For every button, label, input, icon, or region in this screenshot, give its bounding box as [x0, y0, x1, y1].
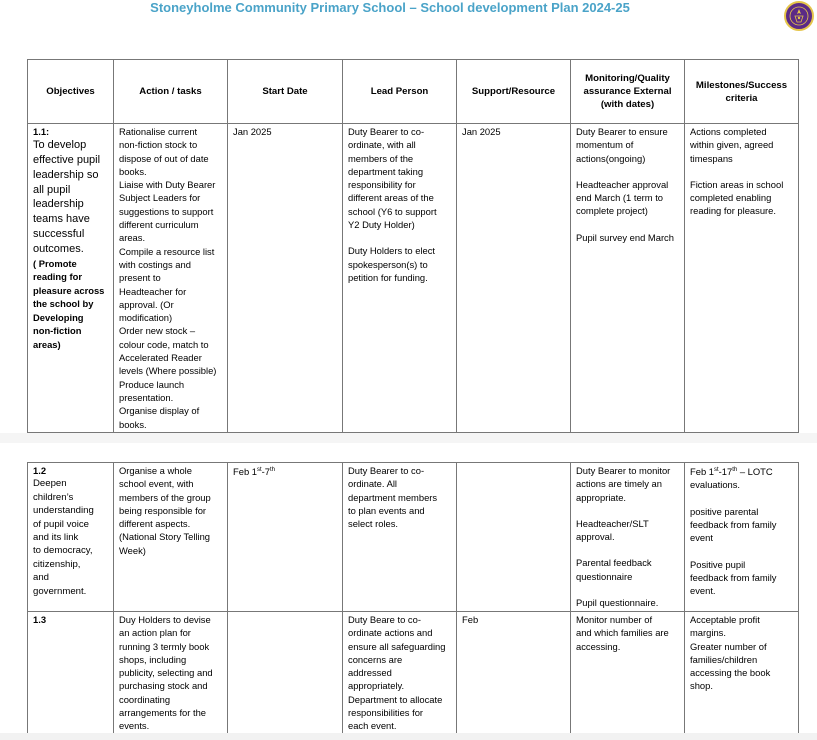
development-plan-table — [27, 59, 799, 433]
start-date-cell: Feb 1st-7th — [228, 463, 343, 612]
header-row — [28, 60, 799, 124]
objective-number: 1.2 — [33, 465, 47, 476]
objective-text: To develop effective pupil leadership so all pupil leadership teams have successful outcomes. — [33, 139, 101, 255]
development-plan-table-continued — [27, 462, 799, 740]
lead-person-cell: Duty Bearer to co- ordinate, with all members of the department taking responsibility for different areas of the school (Y6 to support Y2 Duty Holder) Duty Holders to elect spokesperson(s) to petition for funding. — [343, 124, 457, 433]
objective-text: Deepen children’s understanding of pupil voice and its link to democracy, citizenship, and government. — [33, 478, 94, 597]
col-header-milestones: Milestones/Success criteria — [685, 60, 799, 124]
table-row — [28, 463, 799, 612]
table-row — [28, 612, 799, 740]
support-cell: Jan 2025 — [457, 124, 571, 433]
actions-cell: Rationalise current non-fiction stock to dispose of out of date books. Liaise with Duty Bearer Subject Leaders for suggestions to support different curriculum areas. Compile a resource list with costings and present to Headteacher for approval. (Or modification) Order new stock – colour code, match to Accelerated Reader levels (Where possible) Produce launch presentation. Organise display of books. — [114, 124, 228, 433]
milestones-cell: Actions completed within given, agreed timespans Fiction areas in school completed enabling reading for pleasure. — [685, 124, 799, 433]
col-header-monitoring: Monitoring/Quality assurance External (with dates) — [571, 60, 685, 124]
lead-person-cell: Duty Beare to co- ordinate actions and ensure all safeguarding concerns are addressed appropriately. Department to allocate responsibilities for each event. — [343, 612, 457, 740]
objective-number: 1.1: — [33, 126, 50, 137]
col-header-lead-person: Lead Person — [343, 60, 457, 124]
actions-cell: Organise a whole school event, with members of the group being responsible for different aspects. (National Story Telling Week) — [114, 463, 228, 612]
table-row — [28, 124, 799, 433]
milestones-cell: Acceptable profit margins. Greater number of families/children accessing the book shop. — [685, 612, 799, 740]
lead-person-cell: Duty Bearer to co- ordinate. All department members to plan events and select roles. — [343, 463, 457, 612]
milestones-cell: Feb 1st-17th – LOTC evaluations. positive parental feedback from family event Positive pupil feedback from family event. — [685, 463, 799, 612]
school-crest-icon — [784, 1, 814, 31]
col-header-support: Support/Resource — [457, 60, 571, 124]
start-date-cell — [228, 612, 343, 740]
page-footer-edge — [0, 733, 817, 740]
col-header-start-date: Start Date — [228, 60, 343, 124]
actions-cell: Duy Holders to devise an action plan for running 3 termly book shops, including publicity, selecting and purchasing stock and coordinating arrangements for the events. — [114, 612, 228, 740]
col-header-actions: Action / tasks — [114, 60, 228, 124]
objective-cell — [28, 463, 114, 612]
support-cell — [457, 463, 571, 612]
objective-number: 1.3 — [33, 614, 47, 625]
page-break — [0, 433, 817, 443]
start-date-cell: Jan 2025 — [228, 124, 343, 433]
monitoring-cell: Duty Bearer to monitor actions are timely an appropriate. Headteacher/SLT approval. Parental feedback questionnaire Pupil questionnaire. — [571, 463, 685, 612]
monitoring-cell: Duty Bearer to ensure momentum of actions(ongoing) Headteacher approval end March (1 term to complete project) Pupil survey end March — [571, 124, 685, 433]
support-cell: Feb — [457, 612, 571, 740]
page-title: Stoneyholme Community Primary School – School development Plan 2024-25 — [150, 0, 630, 15]
monitoring-cell: Monitor number of and which families are accessing. — [571, 612, 685, 740]
col-header-objectives: Objectives — [28, 60, 114, 124]
objective-focus: ( Promote reading for pleasure across the school by Developing non-fiction areas) — [33, 257, 105, 350]
objective-cell — [28, 124, 114, 433]
objective-cell — [28, 612, 114, 740]
